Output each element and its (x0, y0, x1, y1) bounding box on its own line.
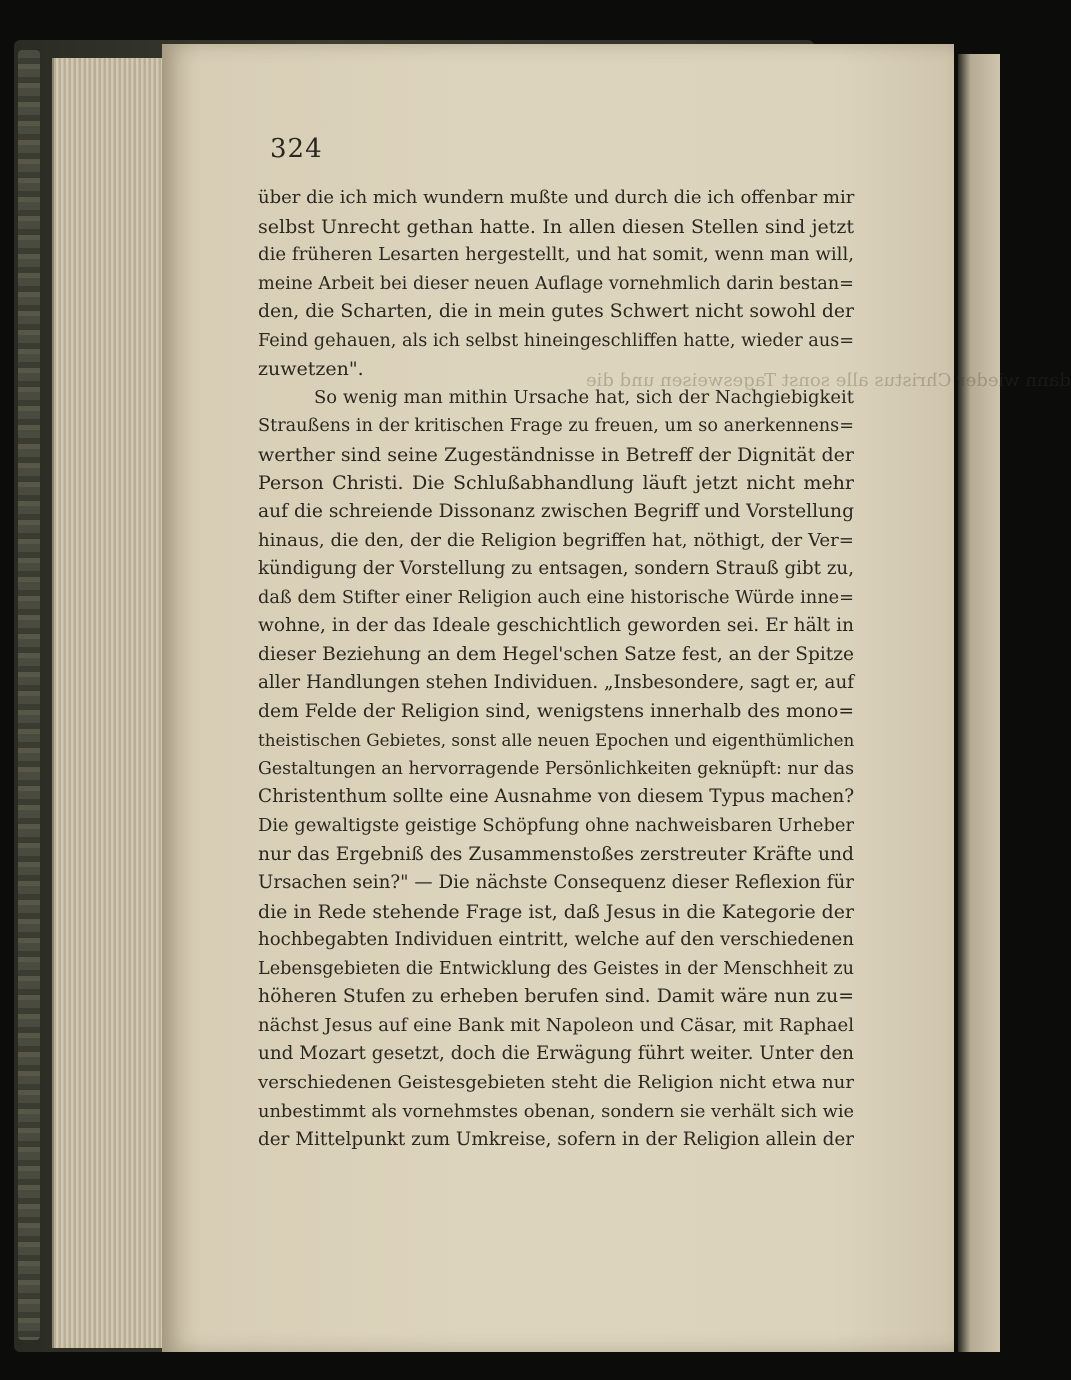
text-line: werther sind seine Zugeständnisse in Betreff der Dignität der (258, 443, 854, 466)
text-line: nur das Ergebniß des Zusammenstoßes zerstreuter Kräfte und (258, 843, 854, 865)
text-line: wohne, in der das Ideale geschichtlich geworden sei. Er hält in (258, 615, 854, 637)
text-line: Die gewaltigste geistige Schöpfung ohne nachweisbaren Urheber (258, 815, 854, 837)
text-line: kündigung der Vorstellung zu entsagen, sondern Strauß gibt zu, (258, 558, 854, 580)
text-line: auf die schreiende Dissonanz zwischen Begriff und Vorstellung (258, 501, 854, 523)
page-edges (52, 58, 166, 1348)
text-line: zuwetzen". (258, 358, 364, 381)
text-line: nächst Jesus auf eine Bank mit Napoleon und Cäsar, mit Raphael (258, 1014, 854, 1036)
show-through-text: dann wieder Christus alle sonst Tagesweisen und die (586, 370, 1071, 391)
text-line: über die ich mich wundern mußte und durch die ich offenbar mir (258, 187, 855, 208)
text-line: Ursachen sein?" — Die nächste Consequenz dieser Reflexion für (258, 872, 854, 894)
text-line: Feind gehauen, als ich selbst hineingeschliffen hatte, wieder aus= (258, 330, 855, 351)
text-line: Christenthum sollte eine Ausnahme von diesem Typus machen? (258, 786, 855, 808)
text-line: höheren Stufen zu erheben berufen sind. Damit wäre nun zu= (258, 986, 854, 1008)
book-spine-edge (18, 50, 40, 1340)
facing-page-edge (958, 54, 1000, 1352)
text-line: meine Arbeit bei dieser neuen Auflage vornehmlich darin bestan= (258, 273, 854, 294)
text-line: verschiedenen Geistesgebieten steht die Religion nicht etwa nur (258, 1071, 854, 1093)
page-number: 324 (270, 134, 323, 164)
text-line: die früheren Lesarten hergestellt, und hat somit, wenn man will, (258, 244, 854, 266)
text-line: theistischen Gebietes, sonst alle neuen Epochen und eigenthümlichen (258, 730, 855, 751)
page-body-text (258, 184, 854, 1155)
text-line: Gestaltungen an hervorragende Persönlichkeiten geknüpft: nur das (258, 758, 854, 779)
text-line: dem Felde der Religion sind, wenigstens innerhalb des mono= (258, 700, 855, 722)
text-line: selbst Unrecht gethan hatte. In allen diesen Stellen sind jetzt (258, 215, 854, 238)
text-line: daß dem Stifter einer Religion auch eine historische Würde inne= (258, 587, 854, 608)
text-line: den, die Scharten, die in mein gutes Schwert nicht sowohl der (258, 301, 854, 323)
text-line: die in Rede stehende Frage ist, daß Jesus in die Kategorie der (258, 900, 854, 923)
text-line: hinaus, die den, der die Religion begriffen hat, nöthigt, der Ver= (258, 529, 854, 551)
text-line: Lebensgebieten die Entwicklung des Geistes in der Menschheit zu (258, 958, 854, 979)
text-line: aller Handlungen stehen Individuen. „Insbesondere, sagt er, auf (258, 672, 854, 694)
text-line: Straußens in der kritischen Frage zu freuen, um so anerkennens= (258, 416, 854, 437)
text-line: Person Christi. Die Schlußabhandlung läuft jetzt nicht mehr (258, 472, 854, 495)
text-line: dieser Beziehung an dem Hegel'schen Satze fest, an der Spitze (258, 643, 854, 665)
text-line: der Mittelpunkt zum Umkreise, sofern in der Religion allein der (258, 1129, 854, 1151)
text-line: unbestimmt als vornehmstes obenan, sondern sie verhält sich wie (258, 1100, 855, 1122)
text-line: So wenig man mithin Ursache hat, sich der Nachgiebigkeit (314, 386, 854, 408)
text-line: und Mozart gesetzt, doch die Erwägung führt weiter. Unter den (258, 1043, 854, 1065)
text-line: hochbegabten Individuen eintritt, welche auf den verschiedenen (258, 929, 854, 951)
